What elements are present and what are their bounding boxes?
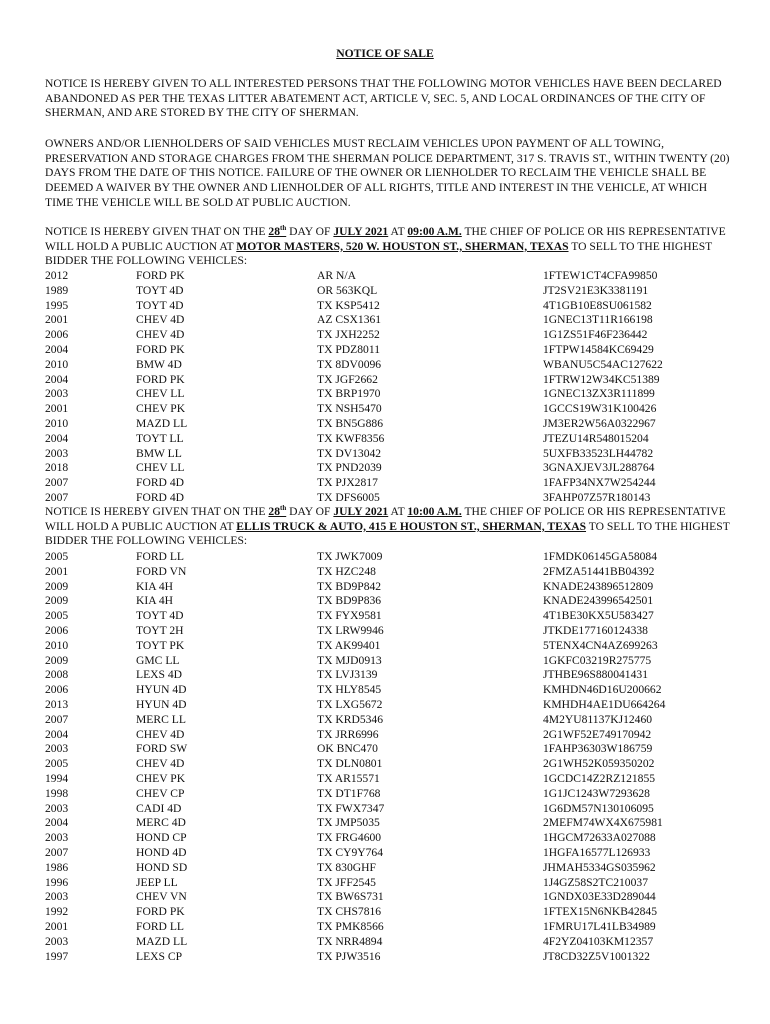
vehicle-vin: JTKDE177160124338	[543, 623, 648, 637]
vehicle-year: 1986	[45, 860, 69, 874]
vehicle-year: 2004	[45, 342, 69, 356]
vehicle-vin: JTHBE96S880041431	[543, 668, 648, 682]
vehicle-vin: 1GNEC13ZX3R111899	[543, 387, 655, 401]
vehicle-row	[45, 299, 735, 314]
vehicle-vin: JTEZU14R548015204	[543, 431, 649, 445]
vehicle-plate: TX PJW3516	[317, 949, 381, 963]
vehicle-make-body: HOND SD	[136, 860, 188, 874]
auction-2-text	[45, 505, 735, 549]
auction-1-lead: NOTICE IS HEREBY GIVEN THAT ON THE	[45, 225, 269, 238]
vehicle-make-body: FORD PK	[136, 905, 185, 919]
vehicle-make-body: FORD 4D	[136, 490, 184, 504]
vehicle-make-body: CADI 4D	[136, 801, 182, 815]
vehicle-make-body: HOND CP	[136, 831, 187, 845]
vehicle-make-body: TOYT 4D	[136, 609, 184, 623]
vehicle-year: 2008	[45, 668, 69, 682]
auction-1-day-number: 28	[268, 225, 280, 238]
vehicle-year: 1989	[45, 283, 69, 297]
vehicle-plate: TX JXH2252	[317, 328, 380, 342]
vehicle-year: 2010	[45, 638, 69, 652]
vehicle-plate: TX DV13042	[317, 446, 382, 460]
vehicle-vin: 3GNAXJEV3JL288764	[543, 461, 655, 475]
vehicle-year: 2007	[45, 490, 69, 504]
auction-1-text	[45, 225, 735, 269]
vehicle-row	[45, 742, 735, 757]
vehicle-plate: TX PMK8566	[317, 919, 384, 933]
vehicle-row	[45, 609, 735, 624]
vehicle-vin: 1GNEC13T11R166198	[543, 313, 653, 327]
auction-2-tail: TO SELL TO THE HIGHEST BIDDER THE FOLLOWING VEHICLES:	[45, 519, 730, 548]
vehicle-plate: TX 8DV0096	[317, 357, 382, 371]
vehicle-vin: 1HGFA16577L126933	[543, 845, 651, 859]
vehicle-make-body: TOYT 4D	[136, 298, 184, 312]
auction-1-day-of: DAY OF	[286, 225, 334, 238]
vehicle-plate: TX KSP5412	[317, 298, 380, 312]
vehicle-plate: TX PDZ8011	[317, 342, 381, 356]
vehicle-plate: TX FYX9581	[317, 609, 382, 623]
vehicle-year: 2004	[45, 727, 69, 741]
vehicle-year: 1996	[45, 875, 69, 889]
vehicle-vin: JHMAH5334GS035962	[543, 860, 656, 874]
vehicle-plate: TX LXG5672	[317, 697, 383, 711]
vehicle-make-body: CHEV PK	[136, 771, 186, 785]
vehicle-row	[45, 802, 735, 817]
vehicle-year: 2001	[45, 564, 69, 578]
vehicle-year: 1994	[45, 771, 69, 785]
vehicle-make-body: TOYT LL	[136, 431, 184, 445]
vehicle-vin: JT8CD32Z5V1001322	[543, 949, 650, 963]
vehicle-row	[45, 950, 735, 965]
vehicle-year: 2012	[45, 269, 69, 282]
vehicle-plate: TX JMP5035	[317, 816, 380, 830]
vehicle-vin: 1J4GZ58S2TC210037	[543, 875, 648, 889]
vehicle-make-body: HOND 4D	[136, 845, 187, 859]
auction-2-notice	[45, 505, 735, 549]
vehicle-plate: TX PND2039	[317, 461, 382, 475]
vehicle-row	[45, 728, 735, 743]
vehicle-plate: TX HLY8545	[317, 683, 382, 697]
notice-title: NOTICE OF SALE	[336, 47, 434, 60]
vehicle-year: 2006	[45, 623, 69, 637]
vehicle-plate: TX FRG4600	[317, 831, 382, 845]
auction-2-vehicle-list	[45, 550, 735, 964]
vehicle-plate: TX HZC248	[317, 564, 376, 578]
vehicle-make-body: CHEV CP	[136, 786, 185, 800]
vehicle-row	[45, 772, 735, 787]
vehicle-make-body: LEXS 4D	[136, 668, 183, 682]
vehicle-year: 2003	[45, 831, 69, 845]
vehicle-vin: 2G1WF52E749170942	[543, 727, 652, 741]
vehicle-vin: JT2SV21E3K3381191	[543, 283, 649, 297]
vehicle-plate: TX AK99401	[317, 638, 381, 652]
vehicle-plate: TX KWF8356	[317, 431, 385, 445]
vehicle-row	[45, 861, 735, 876]
vehicle-plate: TX BW6S731	[317, 890, 384, 904]
vehicle-make-body: CHEV 4D	[136, 727, 185, 741]
vehicle-vin: 5TENX4CN4AZ699263	[543, 638, 658, 652]
vehicle-plate: TX JGF2662	[317, 372, 378, 386]
vehicle-plate: TX MJD0913	[317, 653, 382, 667]
vehicle-vin: 3FAHP07Z57R180143	[543, 490, 651, 504]
vehicle-row	[45, 698, 735, 713]
vehicle-make-body: GMC LL	[136, 653, 180, 667]
auction-2-location: ELLIS TRUCK & AUTO, 415 E HOUSTON ST., SHERMAN, TEXAS	[236, 519, 587, 533]
owners-text: OWNERS AND/OR LIENHOLDERS OF SAID VEHICLES MUST RECLAIM VEHICLES UPON PAYMENT OF ALL TOWING, PRESERVATION AND STORAGE CHARGES FROM THE SHERMAN POLICE DEPARTMENT, 317 S. TRAVIS ST., WITHIN TWENTY (20) DAYS FROM THE DATE OF THIS NOTICE. FAILURE OF THE OWNER OR LIENHOLDER TO RECLAIM THE VEHICLE SHALL BE DEEMED A WAIVER BY THE OWNER AND LIENHOLDER OF ALL RIGHTS, TITLE AND INTEREST IN THE VEHICLE, AT WHICH TIME THE VEHICLE WILL BE SOLD AT PUBLIC AUCTION.	[45, 137, 730, 209]
auction-1-location: MOTOR MASTERS, 520 W. HOUSTON ST., SHERMAN, TEXAS	[236, 239, 569, 253]
vehicle-vin: KNADE243896512809	[543, 579, 654, 593]
vehicle-row	[45, 447, 735, 462]
vehicle-plate: TX DLN0801	[317, 757, 383, 771]
vehicle-make-body: KIA 4H	[136, 579, 174, 593]
vehicle-vin: 5UXFB33523LH44782	[543, 446, 654, 460]
vehicle-plate: TX BRP1970	[317, 387, 381, 401]
vehicle-row	[45, 668, 735, 683]
vehicle-row	[45, 890, 735, 905]
vehicle-make-body: HYUN 4D	[136, 683, 187, 697]
vehicle-row	[45, 920, 735, 935]
vehicle-row	[45, 639, 735, 654]
vehicle-make-body: FORD SW	[136, 742, 188, 756]
auction-2-lead: NOTICE IS HEREBY GIVEN THAT ON THE	[45, 505, 269, 518]
vehicle-row	[45, 402, 735, 417]
vehicle-vin: 4T1BE30KX5U583427	[543, 609, 654, 623]
owners-paragraph	[45, 137, 735, 211]
auction-2-day-suffix: th	[279, 504, 287, 513]
vehicle-row	[45, 565, 735, 580]
vehicle-row	[45, 713, 735, 728]
vehicle-row	[45, 816, 735, 831]
vehicle-plate: TX 830GHF	[317, 860, 376, 874]
vehicle-row	[45, 491, 735, 506]
vehicle-make-body: CHEV 4D	[136, 328, 185, 342]
vehicle-year: 2013	[45, 697, 69, 711]
vehicle-make-body: FORD PK	[136, 342, 185, 356]
vehicle-year: 2001	[45, 919, 69, 933]
vehicle-vin: 1FMRU17L41LB34989	[543, 919, 656, 933]
vehicle-row	[45, 373, 735, 388]
vehicle-year: 1998	[45, 786, 69, 800]
vehicle-make-body: TOYT 4D	[136, 283, 184, 297]
vehicle-row	[45, 269, 735, 284]
vehicle-plate: TX AR15571	[317, 771, 380, 785]
vehicle-make-body: TOYT 2H	[136, 623, 184, 637]
vehicle-year: 2004	[45, 372, 69, 386]
vehicle-year: 2003	[45, 742, 69, 756]
auction-2-day-number: 28	[268, 505, 280, 518]
vehicle-plate: TX LRW9946	[317, 623, 384, 637]
vehicle-year: 2010	[45, 416, 69, 430]
vehicle-vin: 1GCDC14Z2RZ121855	[543, 771, 656, 785]
vehicle-year: 2001	[45, 313, 69, 327]
vehicle-plate: TX PJX2817	[317, 476, 378, 490]
vehicle-plate: OR 563KQL	[317, 283, 378, 297]
vehicle-year: 2005	[45, 757, 69, 771]
vehicle-year: 1992	[45, 905, 69, 919]
vehicle-make-body: HYUN 4D	[136, 697, 187, 711]
vehicle-row	[45, 432, 735, 447]
vehicle-vin: 1FAHP36303W186759	[543, 742, 653, 756]
vehicle-make-body: FORD PK	[136, 372, 185, 386]
vehicle-row	[45, 594, 735, 609]
vehicle-vin: 2MEFM74WX4X675981	[543, 816, 663, 830]
vehicle-year: 2010	[45, 357, 69, 371]
vehicle-vin: 1FTEW1CT4CFA99850	[543, 269, 658, 282]
vehicle-vin: 1FMDK06145GA58084	[543, 550, 658, 563]
vehicle-plate: TX JWK7009	[317, 550, 383, 563]
vehicle-make-body: JEEP LL	[136, 875, 178, 889]
vehicle-vin: KNADE243996542501	[543, 594, 654, 608]
vehicle-vin: 4T1GB10E8SU061582	[543, 298, 652, 312]
vehicle-plate: TX JFF2545	[317, 875, 376, 889]
vehicle-year: 2007	[45, 712, 69, 726]
vehicle-make-body: LEXS CP	[136, 949, 183, 963]
vehicle-year: 2004	[45, 431, 69, 445]
vehicle-vin: 1GNDX03E33D289044	[543, 890, 656, 904]
vehicle-vin: 1HGCM72633A027088	[543, 831, 656, 845]
vehicle-vin: 4M2YU81137KJ12460	[543, 712, 653, 726]
vehicle-vin: JM3ER2W56A0322967	[543, 416, 656, 430]
auction-1-notice	[45, 225, 735, 269]
vehicle-row	[45, 580, 735, 595]
vehicle-year: 2009	[45, 594, 69, 608]
intro-text: NOTICE IS HEREBY GIVEN TO ALL INTERESTED PERSONS THAT THE FOLLOWING MOTOR VEHICLES HAVE BEEN DECLARED ABANDONED AS PER THE TEXAS LITTER ABATEMENT ACT, ARTICLE V, SEC. 5, AND LOCAL ORDINANCES OF THE CITY OF SHERMAN, AND ARE STORED BY THE CITY OF SHERMAN.	[45, 77, 722, 120]
vehicle-row	[45, 831, 735, 846]
vehicle-year: 2003	[45, 934, 69, 948]
vehicle-year: 2018	[45, 461, 69, 475]
vehicle-row	[45, 328, 735, 343]
vehicle-vin: 4F2YZ04103KM12357	[543, 934, 654, 948]
auction-1-time: 09:00 A.M.	[407, 225, 462, 238]
vehicle-year: 2005	[45, 550, 69, 563]
vehicle-plate: TX JRR6996	[317, 727, 379, 741]
vehicle-plate: TX CY9Y764	[317, 845, 384, 859]
auction-1-tail: TO SELL TO THE HIGHEST BIDDER THE FOLLOWING VEHICLES:	[45, 239, 713, 268]
vehicle-plate: TX LVJ3139	[317, 668, 378, 682]
auction-1-day	[268, 225, 286, 238]
auction-1-month: JULY 2021	[333, 225, 389, 238]
vehicle-year: 2005	[45, 609, 69, 623]
auction-2-middle: THE CHIEF OF POLICE OR HIS REPRESENTATIVE WILL HOLD A PUBLIC AUCTION AT	[45, 505, 726, 533]
vehicle-year: 2009	[45, 579, 69, 593]
auction-1-middle: THE CHIEF OF POLICE OR HIS REPRESENTATIVE WILL HOLD A PUBLIC AUCTION AT	[45, 225, 726, 253]
vehicle-plate: TX BD9P836	[317, 594, 382, 608]
vehicle-make-body: FORD LL	[136, 919, 184, 933]
vehicle-plate: TX NRR4894	[317, 934, 383, 948]
vehicle-plate: AR N/A	[317, 269, 356, 282]
vehicle-vin: 1GKFC03219R275775	[543, 653, 652, 667]
vehicle-make-body: FORD VN	[136, 564, 187, 578]
auction-2-time: 10:00 A.M.	[407, 505, 462, 518]
vehicle-plate: OK BNC470	[317, 742, 378, 756]
auction-2-at: AT	[388, 505, 408, 518]
vehicle-year: 2006	[45, 683, 69, 697]
vehicle-year: 2007	[45, 476, 69, 490]
vehicle-make-body: FORD PK	[136, 269, 185, 282]
vehicle-make-body: CHEV LL	[136, 461, 185, 475]
vehicle-row	[45, 550, 735, 565]
vehicle-year: 2007	[45, 845, 69, 859]
vehicle-row	[45, 461, 735, 476]
vehicle-make-body: MAZD LL	[136, 934, 188, 948]
vehicle-year: 2009	[45, 653, 69, 667]
auction-1-day-suffix: th	[279, 224, 287, 233]
vehicle-row	[45, 654, 735, 669]
vehicle-row	[45, 876, 735, 891]
vehicle-row	[45, 787, 735, 802]
vehicle-row	[45, 905, 735, 920]
vehicle-make-body: CHEV 4D	[136, 757, 185, 771]
vehicle-year: 2003	[45, 446, 69, 460]
vehicle-row	[45, 476, 735, 491]
vehicle-vin: 1FAFP34NX7W254244	[543, 476, 656, 490]
vehicle-vin: 2FMZA51441BB04392	[543, 564, 655, 578]
vehicle-vin: 1GCCS19W31K100426	[543, 402, 657, 416]
vehicle-plate: AZ CSX1361	[317, 313, 382, 327]
auction-1-vehicle-list	[45, 269, 735, 506]
auction-2-month: JULY 2021	[333, 505, 389, 518]
auction-2-day-of: DAY OF	[286, 505, 334, 518]
auction-2-day	[268, 505, 286, 518]
vehicle-make-body: BMW LL	[136, 446, 182, 460]
vehicle-year: 2003	[45, 387, 69, 401]
auction-1-at: AT	[388, 225, 408, 238]
vehicle-row	[45, 846, 735, 861]
vehicle-row	[45, 313, 735, 328]
vehicle-vin: 1G6DM57N130106095	[543, 801, 654, 815]
vehicle-year: 1995	[45, 298, 69, 312]
vehicle-plate: TX FWX7347	[317, 801, 385, 815]
vehicle-make-body: MERC LL	[136, 712, 186, 726]
vehicle-make-body: KIA 4H	[136, 594, 174, 608]
vehicle-make-body: CHEV 4D	[136, 313, 185, 327]
vehicle-vin: WBANU5C54AC127622	[543, 357, 663, 371]
vehicle-make-body: MAZD LL	[136, 416, 188, 430]
vehicle-plate: TX BN5G886	[317, 416, 384, 430]
vehicle-row	[45, 358, 735, 373]
vehicle-plate: TX KRD5346	[317, 712, 384, 726]
vehicle-row	[45, 417, 735, 432]
vehicle-year: 2006	[45, 328, 69, 342]
vehicle-vin: 1G1ZS51F46F236442	[543, 328, 648, 342]
vehicle-row	[45, 935, 735, 950]
vehicle-plate: TX CHS7816	[317, 905, 382, 919]
vehicle-plate: TX DT1F768	[317, 786, 381, 800]
vehicle-row	[45, 387, 735, 402]
vehicle-make-body: CHEV VN	[136, 890, 187, 904]
intro-paragraph	[45, 77, 735, 121]
vehicle-year: 1997	[45, 949, 69, 963]
vehicle-vin: 1FTEX15N6NKB42845	[543, 905, 658, 919]
vehicle-row	[45, 284, 735, 299]
vehicle-make-body: FORD 4D	[136, 476, 184, 490]
vehicle-make-body: FORD LL	[136, 550, 184, 563]
vehicle-year: 2003	[45, 801, 69, 815]
vehicle-make-body: CHEV PK	[136, 402, 186, 416]
vehicle-vin: 2G1WH52K059350202	[543, 757, 655, 771]
vehicle-year: 2004	[45, 816, 69, 830]
vehicle-make-body: BMW 4D	[136, 357, 182, 371]
vehicle-plate: TX DFS6005	[317, 490, 380, 504]
vehicle-row	[45, 624, 735, 639]
vehicle-vin: 1FTRW12W34KC51389	[543, 372, 660, 386]
vehicle-vin: 1G1JC1243W7293628	[543, 786, 650, 800]
vehicle-vin: KMHDH4AE1DU664264	[543, 697, 666, 711]
vehicle-plate: TX NSH5470	[317, 402, 382, 416]
vehicle-vin: KMHDN46D16U200662	[543, 683, 662, 697]
vehicle-year: 2001	[45, 402, 69, 416]
vehicle-row	[45, 757, 735, 772]
vehicle-row	[45, 343, 735, 358]
vehicle-row	[45, 683, 735, 698]
vehicle-make-body: MERC 4D	[136, 816, 186, 830]
vehicle-plate: TX BD9P842	[317, 579, 382, 593]
vehicle-year: 2003	[45, 890, 69, 904]
vehicle-make-body: CHEV LL	[136, 387, 185, 401]
vehicle-vin: 1FTPW14584KC69429	[543, 342, 654, 356]
vehicle-make-body: TOYT PK	[136, 638, 185, 652]
